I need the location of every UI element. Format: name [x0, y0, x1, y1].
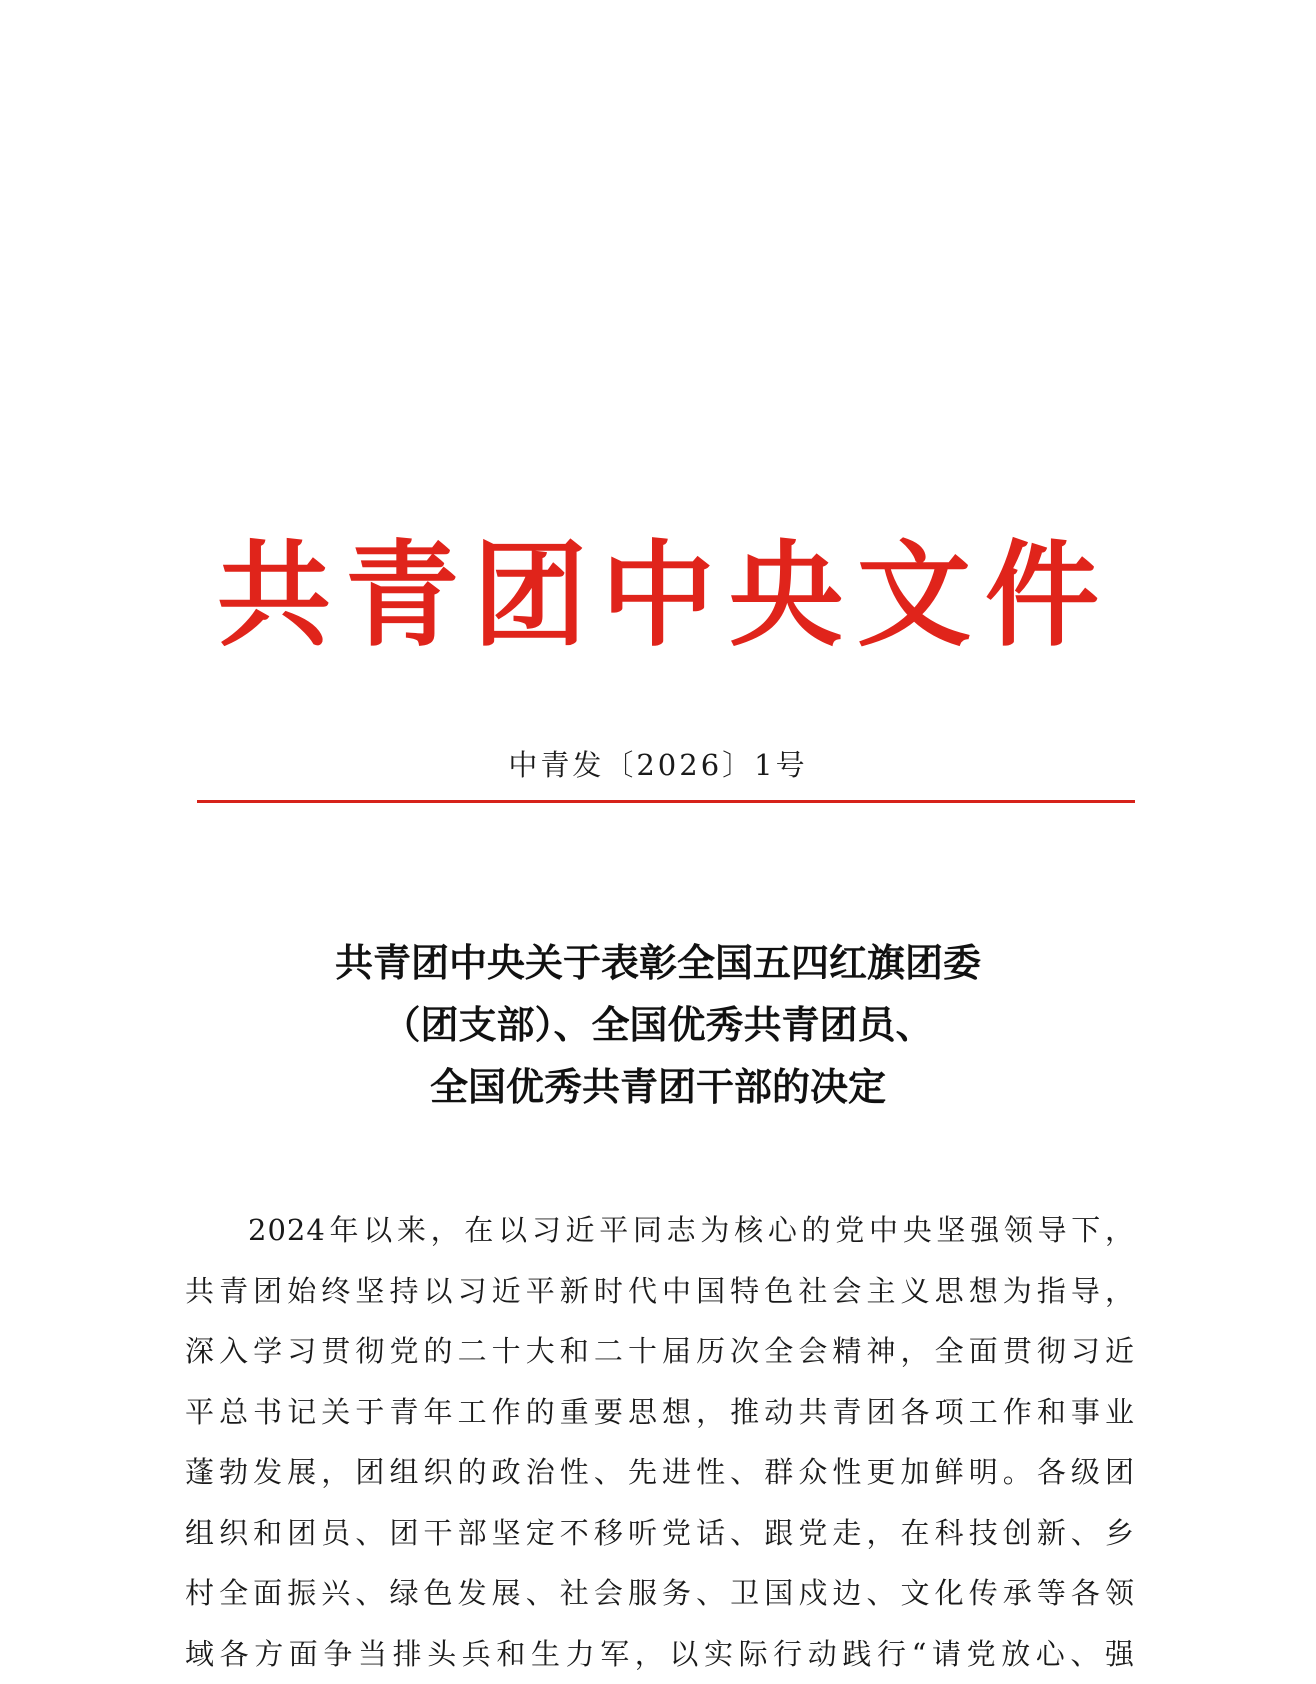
document-number: 中青发〔2026〕1号	[0, 745, 1316, 785]
body-line: 深入学习贯彻党的二十大和二十届历次全会精神，全面贯彻习近	[185, 1321, 1135, 1382]
body-line: 2024年以来，在以习近平同志为核心的党中央坚强领导下，	[185, 1200, 1135, 1261]
red-divider-line	[197, 800, 1135, 803]
title-line: （团支部）、全国优秀共青团员、	[0, 994, 1316, 1056]
document-body	[185, 1200, 1135, 1684]
title-line: 共青团中央关于表彰全国五四红旗团委	[0, 932, 1316, 994]
body-line: 域各方面争当排头兵和生力军，以实际行动践行“请党放心、强	[185, 1624, 1135, 1684]
title-line: 全国优秀共青团干部的决定	[0, 1056, 1316, 1118]
document-title	[0, 932, 1316, 1118]
body-line: 蓬勃发展，团组织的政治性、先进性、群众性更加鲜明。各级团	[185, 1442, 1135, 1503]
body-line: 组织和团员、团干部坚定不移听党话、跟党走，在科技创新、乡	[185, 1503, 1135, 1564]
body-line: 共青团始终坚持以习近平新时代中国特色社会主义思想为指导，	[185, 1261, 1135, 1322]
document-masthead: 共青团中央文件	[0, 520, 1316, 670]
body-line: 村全面振兴、绿色发展、社会服务、卫国戍边、文化传承等各领	[185, 1563, 1135, 1624]
body-line: 平总书记关于青年工作的重要思想，推动共青团各项工作和事业	[185, 1382, 1135, 1443]
